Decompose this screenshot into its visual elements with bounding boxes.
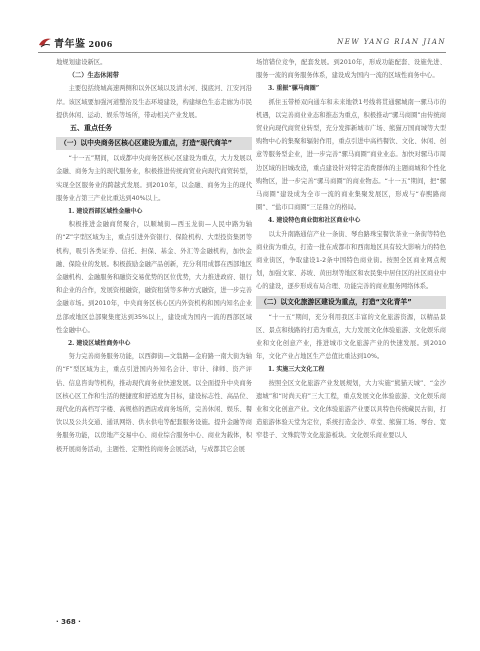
paragraph: 以太升南路通信产业一条街、琴台路珠宝餐饮茶业一条街等特色商业街为重点，打造一批在成都市和西南地区具有较大影响力的特色商业街区，争取建设1-2条中国特色商业街。按照全区商业网点规划，加强文家、苏坡、黄田坝等地区和农民集中居住区的社区商业中心的建设，逐步形成布局合理、功能完善的商业服务网络体系。 [256, 230, 446, 291]
item-heading: 2. 建设区域性商务中心 [68, 340, 131, 348]
logo-subtitle: 年鉴 [64, 39, 86, 50]
paragraph: 按照全区文化旅游产业发展规划，大力实施“熊猫天城”、“金沙遗城”和“时尚天府”三大工程，重点发展文化体验旅游、文化娱乐商业和文化创意产业。文化体验旅游产业要以具特色传统藏民古街，打造旅游体验天堂为定位，系统打造金沙、草堂、熊猫工场、琴台、宽窄巷子、文殊院等文化旅游板块。文化娱乐商业要以人 [256, 379, 446, 440]
item-heading: 3. 重振“骡马商圈” [268, 85, 320, 93]
paragraph: “十一五”期间，充分利用我区丰富的文化旅游资源，以精品景区、景点和线路的打造为重点，大力发展文化体验旅游、文化娱乐商业和文化创意产业，推进城市文化旅游产业的快速发展。到2010年，文化产业占地区生产总值比重达到10%。 [256, 313, 446, 361]
paragraph: “十一五”期间，以成都中央商务区核心区建设为重点，大力发展以金融、商务为主的现代服务业，积极推进传统商贸业向现代商贸转型，实现全区服务业的跨越式发展。到2010年，以金融、商务为主的现代服务业占第三产业比重达到40%以上。 [56, 155, 252, 202]
subsection-heading: （二）生态休闲带 [68, 72, 119, 80]
paragraph: 努力完善商务服务功能，以西御街—文翁路—金府路一南大街为轴的“F”型区域为主，重点引进国内外知名会计、审计、律师、资产评估、信息咨询等机构，推动现代商务业快速发展。以全面提升中央商务区核心区工作和生活的便捷度和舒适度为目标，建设标志性、高品位、现代化的高档写字楼、高规格的酒店或商务场所，完善休闲、娱乐、餐饮以及公共交通、通讯网络、供水供电等配套服务设施。提升金融等商务服务功能，以房地产交易中心、商业综合服务中心、商业为载体，积极开展商务活动，主题性、定期性的商务会展活动，与成都其它会展 [56, 353, 252, 453]
highlight-heading: （二）以文化旅游区建设为重点，打造“文化青羊” [256, 296, 446, 309]
item-heading: 4. 建设特色商业街和社区商业中心 [268, 217, 361, 225]
paragraph: 主要包括绕城高速两侧和以外区域以及清水河、摸底河、江安河沿岸。该区域要加强河道整治及生态环境建设，构建绿色生态走廊为市民提供休闲、运动、娱乐等场所，带动相关产业发展。 [56, 85, 252, 119]
item-heading: 1. 实施三大文化工程 [268, 366, 325, 374]
page-number: · 368 · [56, 618, 81, 626]
paragraph: 地规划建设新区。 [56, 59, 107, 66]
bird-logo-icon [38, 36, 52, 49]
left-column [56, 56, 252, 456]
logo-year: 2006 [88, 39, 113, 49]
paragraph: 积极推进金融商贸聚合，以顺城街—西玉龙街—人民中路为轴的“Z”字型区域为主，重点引进外资银行、保险机构、大型投资集团等机构，吸引各类证券、信托、担保、基金、外汇等金融机构，加快金融、保险业的发展。积极鼓励金融产品创新，充分利用成都在西部地区金融机构、金融服务和融资交易优势的区位优势，大力推进政府、银行和企业的合作，发展资根融资，融资租赁等多种方式融资，进一步完善金融市场。到2010年，中央商务区核心区内外资机构和国内知名企业总部或地区总部聚集度达到35%以上，建设成为国内一流的西部区域性金融中心。 [56, 221, 252, 334]
paragraph: 场馆错位竞争，配套发展。到2010年，形成功能配套、设施先进、服务一流的商务服务体系，建设成为国内一流的区域性商务中心。 [256, 59, 446, 80]
paragraph: 抓住玉带桥双向通车和未来地铁1号线将贯通骡城南一骡马市的机遇，以完善商业业态和推态为重点，积极推动“骡马商圈”由传统商贸业向现代商贸业转型，充分发挥新城市广场、熊猫万国商城等大型购物中心的集聚和辐射作用，重点引进中高档餐饮、文化、休闲、创意等服务型企业，进一步完善“骡马商圈”商业业态。加快对骡马市周边区域的旧城改造，重点建设针对特定消费群体的主题商城和个性化购物区，进一步完善“骡马商圈”的商业物态。“十一五”期间，把“骡马商圈”建设成为全市一流的商业集聚发展区，形成与“春熙路商圈”、“盐市口商圈”三足鼎立的格局。 [256, 98, 446, 212]
logo-text: 青 [54, 39, 65, 50]
highlight-heading: （一）以中央商务区核心区建设为重点，打造“现代商羊” [56, 137, 252, 150]
header-title-latin: NEW YANG RIAN JIAN [337, 38, 446, 46]
item-heading: 1. 建设西部区域性金融中心 [68, 208, 143, 216]
right-column [256, 56, 446, 443]
section-heading: 五、重点任务 [70, 124, 112, 133]
page-header [38, 34, 446, 53]
